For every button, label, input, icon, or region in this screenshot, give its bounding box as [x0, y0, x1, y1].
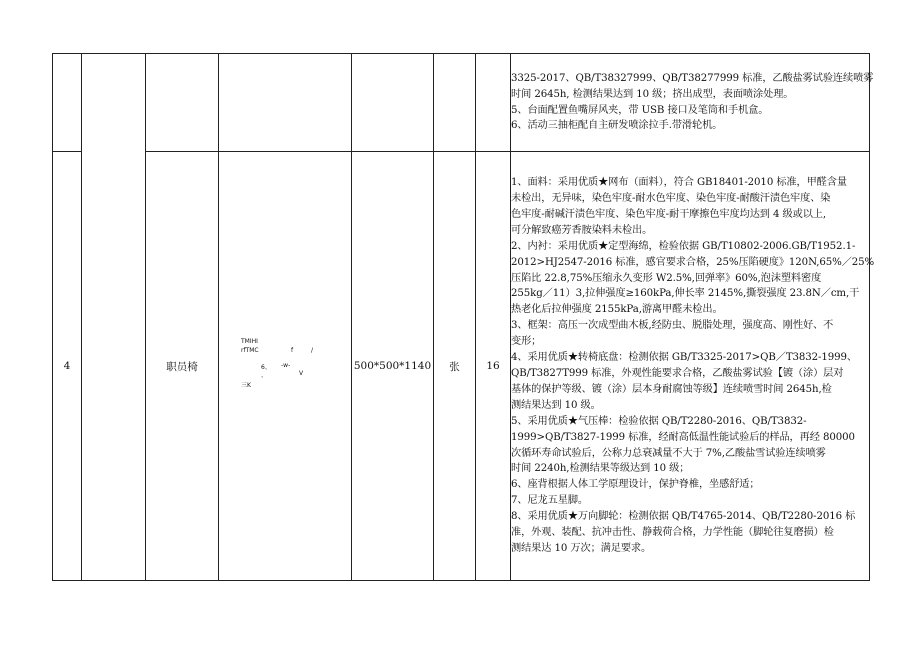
image-text: 三K [241, 382, 251, 389]
spec-line: 未检出，无异味，染色牢度-耐水色牢度、染色牢度-耐酸汗渍色牢度、染 [511, 193, 831, 205]
spec-line: 6、座背根据人体工学原理设计，保护脊椎，坐感舒适； [511, 479, 760, 491]
spec-line: 5、台面配置鱼嘴屏风夹，带 USB 接口及笔筒和手机盒。 [511, 104, 769, 116]
spec-line: 255kg／11）3,拉伸强度≥160kPa,伸长率 2145%,撕裂强度 23.8N／cm,干 [511, 288, 860, 300]
image-text: 、 [261, 372, 268, 379]
spec-line: 5、采用优质★气压棒：检验依据 QB/T2280-2016、QB/T3832- [511, 415, 807, 427]
product-quantity: 16 [476, 152, 511, 581]
spec-line: 4、采用优质★转椅底盘：检测依据 GB/T3325-2017>QB／T3832-1999、 [511, 352, 858, 364]
spec-line: 8、采用优质★万向脚轮：检测依据 QB/T4765-2014、QB/T2280-2016 标 [511, 511, 856, 523]
product-unit: 张 [434, 152, 476, 581]
spec-line: 时间 2240h,检测结果等级达到 10 级； [511, 463, 690, 475]
image-text: / [311, 347, 314, 354]
product-image [219, 152, 352, 581]
spec-line: 准，外观、装配、抗冲击性、静载荷合格，力学性能（脚轮往复磨损）检 [511, 527, 834, 539]
spec-description [511, 54, 874, 152]
spec-line: 可分解致癌芳香胺染料未检出。 [511, 224, 653, 236]
image-placeholder [219, 152, 351, 580]
table-row [53, 54, 870, 152]
spec-line: 3325-2017、QB/T38327999、QB/T38277999 标准，乙酸盐雾试验连续喷雾 [511, 72, 874, 84]
spec-line: 7、尼龙五星脚。 [511, 495, 588, 507]
spec-line: 测结果达到 10 级。 [511, 399, 601, 411]
image-text: rfTMC [241, 347, 259, 354]
product-quantity [476, 54, 511, 152]
spec-line: 2012>HJ2547-2016 标准，感官要求合格，25%压陷硬度》120N,65%／25% [511, 256, 875, 268]
image-text: -w- [281, 362, 291, 369]
blank-cell [82, 54, 146, 581]
spec-line: 6、活动三抽柜配自主研发喷涂拉手.带滑轮机。 [511, 120, 723, 132]
spec-line: 变形； [511, 336, 542, 348]
product-size [352, 54, 434, 152]
product-unit [434, 54, 476, 152]
product-image [219, 54, 352, 152]
image-text: TMIHI [241, 338, 258, 345]
row-number: 4 [53, 152, 82, 581]
row-number [53, 54, 82, 152]
image-text: V [299, 370, 304, 377]
spec-line: 1、面料：采用优质★网布（面料），符合 GB18401-2010 标准，甲醛含量 [511, 177, 847, 189]
spec-line: 次循环寿命试验后，公称力总衰减量不大于 7%,乙酸盐雪试验连续喷雾 [511, 447, 826, 459]
spec-table [52, 53, 875, 581]
product-size: 500*500*1140 [352, 152, 434, 581]
spec-line: 3、框架：高压一次成型曲木板,经防虫、脱脂处理，强度高、刚性好、不 [511, 320, 834, 332]
product-name: 职员椅 [146, 152, 219, 581]
spec-line: 测结果达 10 万次；满足要求。 [511, 542, 652, 554]
image-text: f [291, 347, 294, 354]
spec-line: 压陷比 22.8,75%压缩永久变形 W2.5%,回弹率》60%,泡沫塑料密度 [511, 272, 822, 284]
spec-description [511, 152, 875, 581]
image-text: 6、 [261, 364, 271, 371]
spec-line: 色牢度-耐碱汗渍色牢度、染色牢度-耐干摩擦色牢度均达到 4 级或以上, [511, 208, 827, 220]
spec-line: 时间 2645h, 检测结果达到 10 级；挤出成型，表面喷涂处理。 [511, 88, 794, 100]
table-row [53, 152, 870, 581]
spec-line: 1999>QB/T3827-1999 标准，经耐高低温性能试验后的样品，再经 80000 [511, 431, 855, 443]
spec-line: QB/T3827T999 标准，外观性能要求合格，乙酸盐雾试验【镀（涂）层对 [511, 368, 844, 379]
product-name [146, 54, 219, 152]
spec-line: 基体的保护等级、镀（涂）层本身耐腐蚀等级】连续喷雪时间 2645h,检 [511, 383, 832, 395]
spec-line: 热老化后拉伸强度 2155kPa,游离甲醛未检出。 [511, 304, 723, 316]
spec-line: 2、内衬：采用优质★定型海绵，检验依据 GB/T10802-2006.GB/T1952.1- [511, 240, 856, 252]
